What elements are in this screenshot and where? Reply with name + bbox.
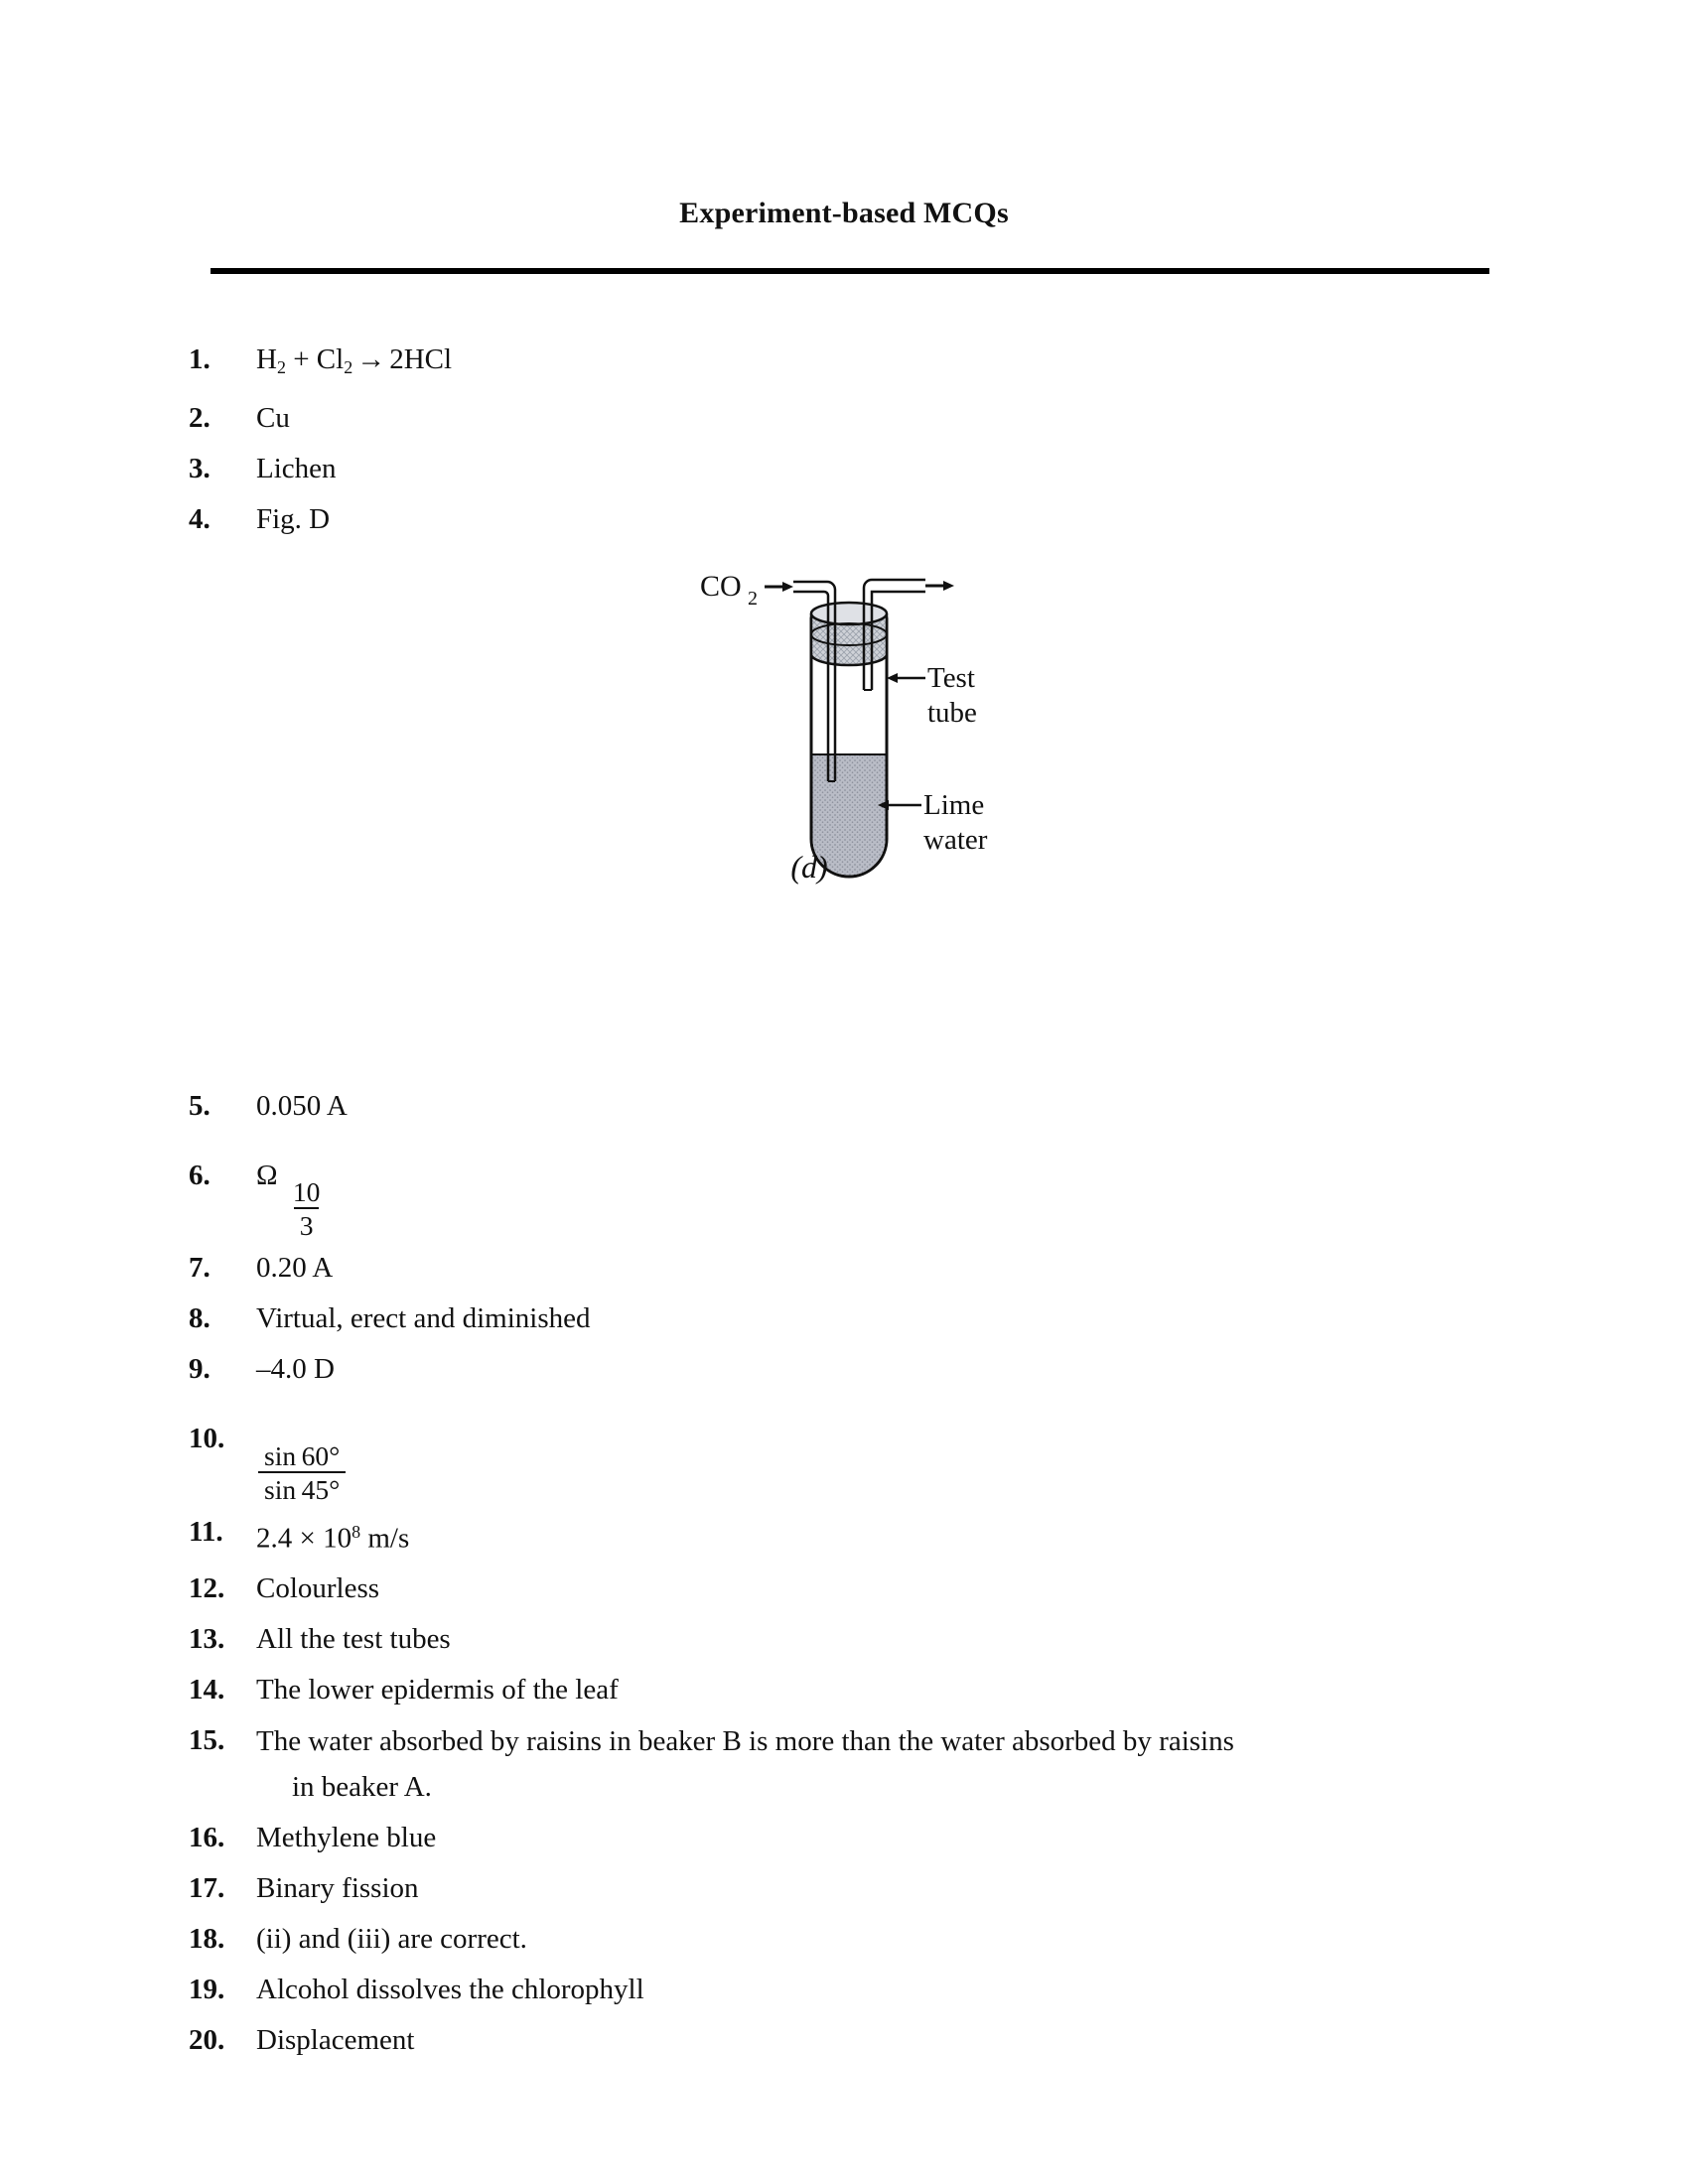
reaction-arrow-icon: → (356, 343, 386, 375)
list-item-number: 1. (189, 343, 211, 375)
list-item-number: 20. (189, 2024, 225, 2057)
list-item-text (256, 1135, 1499, 1240)
speed-unit: m/s (360, 1522, 410, 1555)
list-item-text: 0.050 A (256, 1090, 348, 1123)
list-item-text (256, 1718, 1499, 1810)
co2-inlet-arrow-icon (765, 582, 793, 592)
lime-water-label-line2: water (923, 824, 988, 856)
list-item-text: Binary fission (256, 1872, 419, 1905)
list-item (189, 1866, 1499, 1911)
list-item-number: 19. (189, 1974, 225, 2006)
formula-product: 2HCl (389, 343, 453, 375)
cork-stopper (811, 603, 887, 665)
fraction-denominator: sin 45° (258, 1471, 346, 1504)
list-item (189, 1617, 1499, 1662)
list-item (189, 1668, 1499, 1712)
list-item-text: –4.0 D (256, 1353, 335, 1386)
list-item-number: 11. (189, 1515, 223, 1548)
list-item-number: 6. (189, 1160, 211, 1192)
list-item-text: Colourless (256, 1572, 380, 1605)
list-item (189, 1718, 1499, 1810)
list-item (189, 1968, 1499, 2012)
speed-value: 2.4 × 10 (256, 1522, 352, 1555)
list-item-number: 7. (189, 1252, 211, 1285)
list-item-text: Displacement (256, 2024, 415, 2057)
list-item-text: The lower epidermis of the leaf (256, 1674, 619, 1706)
list-item (189, 1084, 1499, 1129)
list-item (189, 1135, 1499, 1240)
formula-plus: + (293, 343, 310, 375)
list-item-text: Fig. D (256, 503, 331, 536)
test-tube-label-line1: Test (927, 662, 975, 694)
list-item-text: Virtual, erect and diminished (256, 1302, 591, 1335)
list-item-number: 4. (189, 503, 211, 536)
list-item (189, 1567, 1499, 1611)
list-item-number: 5. (189, 1090, 211, 1123)
formula-h: H (256, 343, 277, 375)
lime-water-label-line1: Lime (923, 789, 985, 821)
list-item (189, 2018, 1499, 2063)
list-item-number: 8. (189, 1302, 211, 1335)
list-item (189, 1246, 1499, 1291)
speed-exponent: 8 (352, 1521, 361, 1542)
test-tube-label-line2: tube (927, 697, 977, 729)
fraction-denominator: 3 (294, 1207, 320, 1240)
list-item-number: 14. (189, 1674, 225, 1706)
list-item (189, 1816, 1499, 1860)
list-item-number: 12. (189, 1572, 225, 1605)
list-item-text (256, 1398, 1499, 1503)
fraction (258, 1441, 346, 1504)
co2-label-subscript: 2 (748, 588, 758, 610)
co2-label-text: CO (700, 570, 742, 603)
formula-cl: Cl (316, 343, 345, 375)
list-item (189, 1398, 1499, 1503)
list-item (189, 1510, 1499, 1561)
page-title: Experiment-based MCQs (679, 197, 1009, 229)
list-item (189, 396, 1499, 441)
list-item-number: 3. (189, 453, 211, 485)
list-item (189, 497, 1499, 542)
list-item-number: 17. (189, 1872, 225, 1905)
fraction-numerator: 10 (292, 1176, 321, 1208)
list-item-number: 13. (189, 1623, 225, 1656)
list-item-number: 2. (189, 402, 211, 435)
list-item-number: 18. (189, 1923, 225, 1956)
list-item-line-2: in beaker A. (292, 1771, 432, 1804)
list-item-text: All the test tubes (256, 1623, 451, 1656)
header-divider (211, 268, 1489, 274)
list-item-number: 15. (189, 1724, 225, 1757)
omega-symbol: Ω (256, 1160, 278, 1192)
test-tube-leader-icon (887, 673, 925, 683)
list-item-text: Alcohol dissolves the chlorophyll (256, 1974, 644, 2006)
list-item (189, 1917, 1499, 1962)
list-item-text: 0.20 A (256, 1252, 334, 1285)
list-item-text: Methylene blue (256, 1822, 437, 1854)
list-item-text (256, 338, 1499, 390)
fraction (287, 1177, 327, 1240)
list-item-number: 16. (189, 1822, 225, 1854)
formula-cl-subscript: 2 (344, 357, 353, 378)
list-item (189, 447, 1499, 491)
list-item (189, 1347, 1499, 1392)
list-item-number: 10. (189, 1423, 225, 1455)
figure-caption: (d) (790, 849, 828, 885)
list-item-line-1: The water absorbed by raisins in beaker B is more than the water absorbed by raisins (256, 1725, 1234, 1758)
list-item-text: Lichen (256, 453, 337, 485)
list-item-number: 9. (189, 1353, 211, 1386)
list-item-text: Cu (256, 402, 290, 435)
list-item-text (256, 1510, 1499, 1561)
list-item (189, 1297, 1499, 1341)
list-item (189, 338, 1499, 390)
gas-outlet-arrow-icon (925, 581, 954, 591)
formula-h-subscript: 2 (276, 357, 286, 378)
fraction-numerator: sin 60° (264, 1439, 341, 1471)
list-item-text: (ii) and (iii) are correct. (256, 1923, 527, 1956)
